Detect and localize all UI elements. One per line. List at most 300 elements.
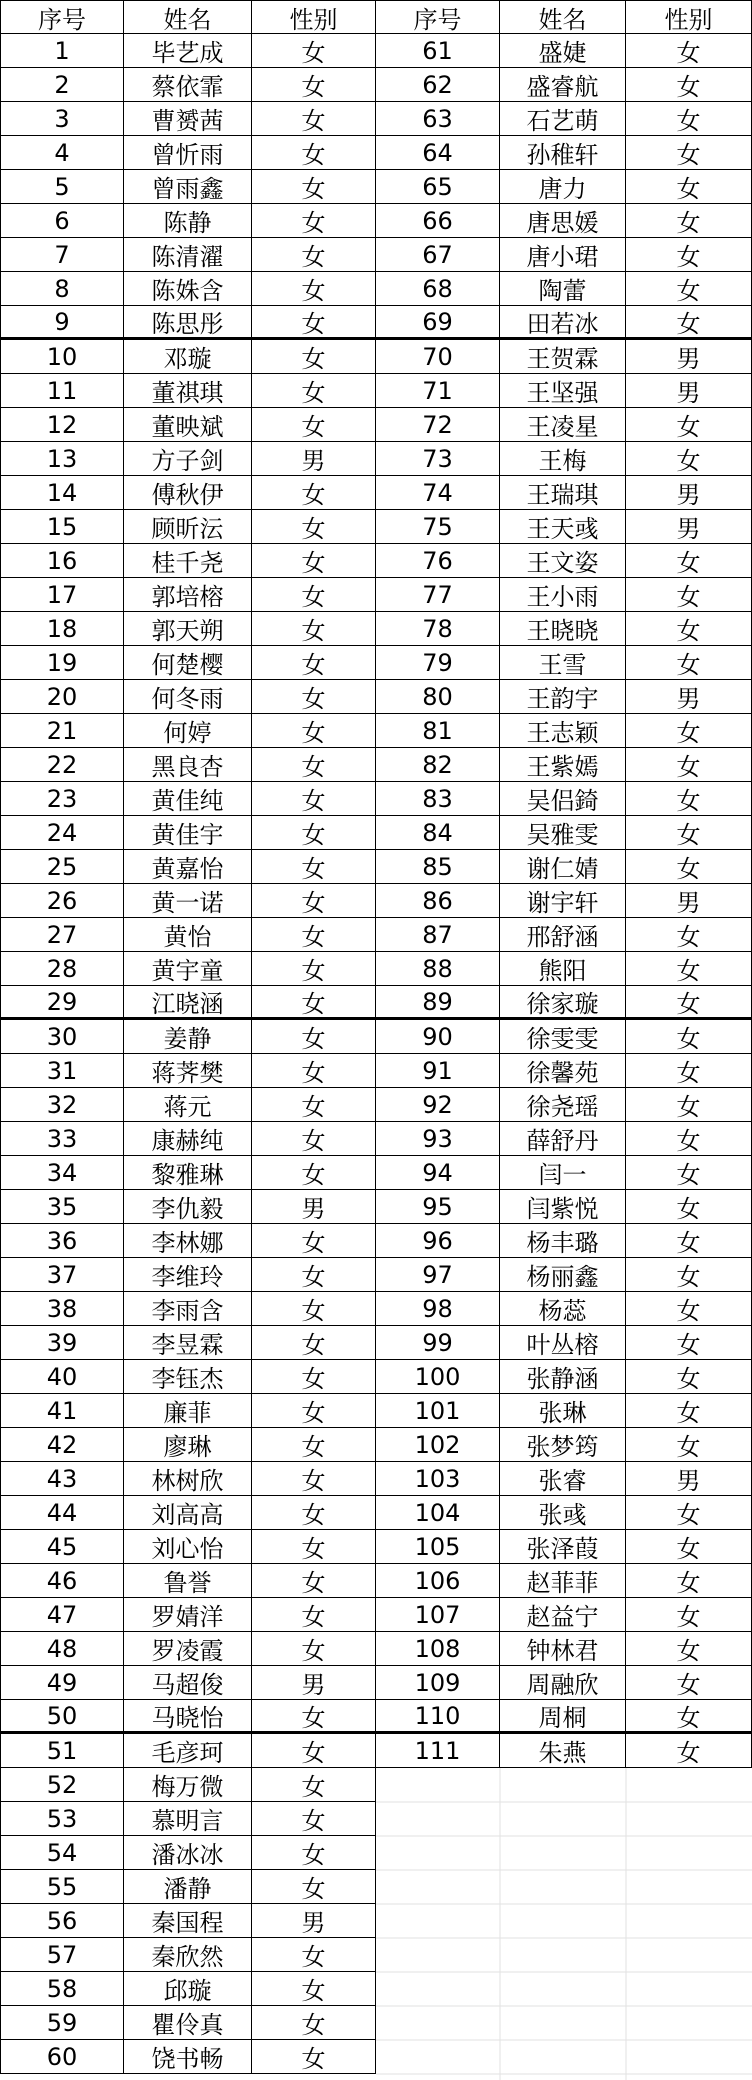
cell-name-2: 闫紫悦 [500, 1190, 626, 1224]
cell-gender-2: 男 [626, 884, 752, 918]
cell-name: 潘冰冰 [124, 1836, 252, 1870]
cell-gender: 女 [252, 1870, 376, 1904]
cell-seq-2: 107 [376, 1598, 500, 1632]
cell-seq: 56 [0, 1904, 124, 1938]
cell-seq-2: 77 [376, 578, 500, 612]
cell-seq: 8 [0, 272, 124, 306]
cell-seq: 9 [0, 306, 124, 340]
cell-name: 顾昕沄 [124, 510, 252, 544]
cell-name-2: 熊阳 [500, 952, 626, 986]
cell-gender: 女 [252, 782, 376, 816]
cell-name: 毛彦珂 [124, 1734, 252, 1768]
cell-gender-2: 女 [626, 306, 752, 340]
cell-name: 李维玲 [124, 1258, 252, 1292]
cell-name: 郭培榕 [124, 578, 252, 612]
cell-name-2: 唐思媛 [500, 204, 626, 238]
cell-gender: 女 [252, 1156, 376, 1190]
cell-gender: 男 [252, 1190, 376, 1224]
cell-name-2: 杨丽鑫 [500, 1258, 626, 1292]
cell-name-2: 王紫嫣 [500, 748, 626, 782]
cell-gender-2: 女 [626, 1190, 752, 1224]
cell-seq-2: 109 [376, 1666, 500, 1700]
cell-seq-2: 69 [376, 306, 500, 340]
cell-seq-2: 72 [376, 408, 500, 442]
cell-name: 刘高高 [124, 1496, 252, 1530]
cell-gender: 女 [252, 1428, 376, 1462]
cell-gender-2: 女 [626, 272, 752, 306]
cell-name-2: 徐家璇 [500, 986, 626, 1020]
cell-seq: 40 [0, 1360, 124, 1394]
cell-gender: 女 [252, 204, 376, 238]
cell-gender: 男 [252, 1904, 376, 1938]
cell-name-2: 朱燕 [500, 1734, 626, 1768]
cell-gender: 女 [252, 714, 376, 748]
cell-seq: 44 [0, 1496, 124, 1530]
cell-name: 秦欣然 [124, 1938, 252, 1972]
cell-gender-2: 女 [626, 170, 752, 204]
cell-name: 蒋荠樊 [124, 1054, 252, 1088]
cell-gender: 女 [252, 646, 376, 680]
cell-name: 梅万微 [124, 1768, 252, 1802]
cell-seq: 42 [0, 1428, 124, 1462]
cell-seq: 54 [0, 1836, 124, 1870]
cell-gender-2: 女 [626, 1122, 752, 1156]
cell-seq: 58 [0, 1972, 124, 2006]
cell-name-2: 徐尧瑶 [500, 1088, 626, 1122]
cell-gender-2: 女 [626, 1530, 752, 1564]
cell-seq-2: 82 [376, 748, 500, 782]
cell-seq: 14 [0, 476, 124, 510]
cell-seq: 50 [0, 1700, 124, 1734]
cell-gender-2: 女 [626, 1292, 752, 1326]
cell-gender-2: 女 [626, 1700, 752, 1734]
cell-gender: 男 [252, 442, 376, 476]
cell-name-2: 田若冰 [500, 306, 626, 340]
cell-seq: 31 [0, 1054, 124, 1088]
cell-gender-2: 男 [626, 340, 752, 374]
cell-seq-2: 64 [376, 136, 500, 170]
cell-gender-2: 女 [626, 1394, 752, 1428]
cell-gender: 女 [252, 1632, 376, 1666]
cell-gender-2: 女 [626, 952, 752, 986]
header-seq: 序号 [0, 0, 124, 34]
cell-seq-2: 85 [376, 850, 500, 884]
cell-name: 马超俊 [124, 1666, 252, 1700]
cell-gender: 女 [252, 136, 376, 170]
cell-name: 邱璇 [124, 1972, 252, 2006]
cell-gender: 女 [252, 884, 376, 918]
cell-seq-2: 95 [376, 1190, 500, 1224]
cell-name: 方子剑 [124, 442, 252, 476]
cell-seq-2: 73 [376, 442, 500, 476]
cell-gender: 女 [252, 238, 376, 272]
cell-name-2: 赵菲菲 [500, 1564, 626, 1598]
cell-name: 李钰杰 [124, 1360, 252, 1394]
cell-seq-2: 108 [376, 1632, 500, 1666]
cell-gender: 女 [252, 34, 376, 68]
cell-gender: 女 [252, 1802, 376, 1836]
cell-gender: 女 [252, 1564, 376, 1598]
cell-seq-2: 65 [376, 170, 500, 204]
cell-name-2: 王雪 [500, 646, 626, 680]
cell-gender-2: 女 [626, 1224, 752, 1258]
cell-seq: 43 [0, 1462, 124, 1496]
cell-name: 李雨含 [124, 1292, 252, 1326]
cell-name: 康赫纯 [124, 1122, 252, 1156]
header-gender: 性别 [252, 0, 376, 34]
cell-name: 邓璇 [124, 340, 252, 374]
cell-gender: 女 [252, 1020, 376, 1054]
cell-gender: 女 [252, 1496, 376, 1530]
cell-name-2: 王坚强 [500, 374, 626, 408]
cell-name: 陈清濯 [124, 238, 252, 272]
cell-name-2: 唐小珺 [500, 238, 626, 272]
cell-gender-2: 女 [626, 1734, 752, 1768]
cell-name: 黄怡 [124, 918, 252, 952]
cell-seq-2: 70 [376, 340, 500, 374]
cell-gender-2: 女 [626, 1666, 752, 1700]
cell-seq: 36 [0, 1224, 124, 1258]
cell-seq-2: 100 [376, 1360, 500, 1394]
cell-gender-2: 男 [626, 374, 752, 408]
cell-seq-2: 74 [376, 476, 500, 510]
cell-gender: 女 [252, 986, 376, 1020]
cell-name-2: 张琳 [500, 1394, 626, 1428]
cell-name-2: 闫一 [500, 1156, 626, 1190]
cell-gender-2: 女 [626, 408, 752, 442]
cell-seq-2: 71 [376, 374, 500, 408]
cell-gender-2: 男 [626, 1462, 752, 1496]
cell-seq-2: 89 [376, 986, 500, 1020]
cell-seq-2: 91 [376, 1054, 500, 1088]
cell-seq: 53 [0, 1802, 124, 1836]
cell-gender: 女 [252, 850, 376, 884]
cell-gender-2: 女 [626, 102, 752, 136]
cell-seq-2: 94 [376, 1156, 500, 1190]
cell-gender-2: 女 [626, 136, 752, 170]
cell-name-2: 谢仁婧 [500, 850, 626, 884]
cell-seq-2: 67 [376, 238, 500, 272]
cell-seq: 25 [0, 850, 124, 884]
cell-name: 李林娜 [124, 1224, 252, 1258]
cell-gender: 女 [252, 748, 376, 782]
cell-name-2: 王凌星 [500, 408, 626, 442]
cell-seq: 33 [0, 1122, 124, 1156]
cell-name-2: 徐雯雯 [500, 1020, 626, 1054]
cell-name-2: 王韵宇 [500, 680, 626, 714]
cell-gender: 女 [252, 340, 376, 374]
cell-name: 罗婧洋 [124, 1598, 252, 1632]
cell-name: 黎雅琳 [124, 1156, 252, 1190]
cell-name: 曾雨鑫 [124, 170, 252, 204]
cell-gender-2: 女 [626, 442, 752, 476]
cell-gender: 男 [252, 1666, 376, 1700]
cell-seq: 38 [0, 1292, 124, 1326]
cell-seq: 47 [0, 1598, 124, 1632]
cell-name: 林树欣 [124, 1462, 252, 1496]
cell-seq: 1 [0, 34, 124, 68]
cell-gender-2: 女 [626, 544, 752, 578]
cell-name: 姜静 [124, 1020, 252, 1054]
cell-gender: 女 [252, 1768, 376, 1802]
cell-name-2: 杨丰璐 [500, 1224, 626, 1258]
cell-gender: 女 [252, 306, 376, 340]
cell-gender: 女 [252, 612, 376, 646]
cell-gender: 女 [252, 1122, 376, 1156]
cell-gender: 女 [252, 476, 376, 510]
cell-gender: 女 [252, 1292, 376, 1326]
cell-name: 陈静 [124, 204, 252, 238]
cell-name-2: 张泽葭 [500, 1530, 626, 1564]
cell-name-2: 盛婕 [500, 34, 626, 68]
cell-seq: 46 [0, 1564, 124, 1598]
cell-seq: 18 [0, 612, 124, 646]
cell-seq-2: 111 [376, 1734, 500, 1768]
cell-gender-2: 女 [626, 714, 752, 748]
cell-seq: 26 [0, 884, 124, 918]
cell-seq-2: 66 [376, 204, 500, 238]
cell-gender: 女 [252, 170, 376, 204]
cell-gender: 女 [252, 408, 376, 442]
cell-name-2: 王梅 [500, 442, 626, 476]
cell-seq-2: 106 [376, 1564, 500, 1598]
cell-name-2: 邢舒涵 [500, 918, 626, 952]
cell-seq-2: 76 [376, 544, 500, 578]
header-seq-2: 序号 [376, 0, 500, 34]
cell-seq: 29 [0, 986, 124, 1020]
cell-name: 何楚樱 [124, 646, 252, 680]
cell-name: 郭天朔 [124, 612, 252, 646]
cell-name-2: 王小雨 [500, 578, 626, 612]
cell-seq: 35 [0, 1190, 124, 1224]
cell-seq: 30 [0, 1020, 124, 1054]
cell-seq-2: 98 [376, 1292, 500, 1326]
cell-name: 黑良杏 [124, 748, 252, 782]
cell-gender-2: 女 [626, 1564, 752, 1598]
cell-gender: 女 [252, 1972, 376, 2006]
cell-seq-2: 61 [376, 34, 500, 68]
cell-seq-2: 105 [376, 1530, 500, 1564]
cell-name-2: 张梦筠 [500, 1428, 626, 1462]
cell-seq-2: 93 [376, 1122, 500, 1156]
cell-name-2: 张睿 [500, 1462, 626, 1496]
cell-seq: 52 [0, 1768, 124, 1802]
cell-name: 桂千尧 [124, 544, 252, 578]
cell-name: 秦国程 [124, 1904, 252, 1938]
cell-gender: 女 [252, 374, 376, 408]
cell-seq-2: 84 [376, 816, 500, 850]
cell-name: 饶书畅 [124, 2040, 252, 2074]
cell-gender-2: 女 [626, 918, 752, 952]
cell-seq: 55 [0, 1870, 124, 1904]
cell-gender: 女 [252, 102, 376, 136]
cell-seq: 3 [0, 102, 124, 136]
cell-seq-2: 96 [376, 1224, 500, 1258]
cell-name: 黄嘉怡 [124, 850, 252, 884]
cell-name-2: 张彧 [500, 1496, 626, 1530]
cell-seq: 39 [0, 1326, 124, 1360]
cell-name-2: 薛舒丹 [500, 1122, 626, 1156]
cell-seq: 57 [0, 1938, 124, 1972]
cell-seq: 19 [0, 646, 124, 680]
cell-seq: 17 [0, 578, 124, 612]
cell-gender-2: 女 [626, 238, 752, 272]
cell-seq-2: 62 [376, 68, 500, 102]
cell-name-2: 王瑞琪 [500, 476, 626, 510]
cell-gender-2: 女 [626, 850, 752, 884]
cell-gender-2: 女 [626, 1088, 752, 1122]
cell-gender-2: 女 [626, 1156, 752, 1190]
cell-name-2: 王贺霖 [500, 340, 626, 374]
cell-gender: 女 [252, 544, 376, 578]
cell-name: 鲁誉 [124, 1564, 252, 1598]
cell-gender: 女 [252, 1088, 376, 1122]
cell-seq-2: 110 [376, 1700, 500, 1734]
cell-name-2: 唐力 [500, 170, 626, 204]
cell-name-2: 张静涵 [500, 1360, 626, 1394]
cell-gender: 女 [252, 680, 376, 714]
cell-seq-2: 90 [376, 1020, 500, 1054]
cell-gender-2: 男 [626, 680, 752, 714]
cell-name-2: 谢宇轩 [500, 884, 626, 918]
cell-gender: 女 [252, 1224, 376, 1258]
cell-seq-2: 92 [376, 1088, 500, 1122]
cell-name: 毕艺成 [124, 34, 252, 68]
cell-name-2: 盛睿航 [500, 68, 626, 102]
cell-name: 傅秋伊 [124, 476, 252, 510]
cell-gender: 女 [252, 1394, 376, 1428]
cell-seq-2: 103 [376, 1462, 500, 1496]
cell-seq-2: 86 [376, 884, 500, 918]
cell-seq: 7 [0, 238, 124, 272]
cell-seq-2: 63 [376, 102, 500, 136]
cell-seq: 45 [0, 1530, 124, 1564]
cell-seq: 41 [0, 1394, 124, 1428]
cell-gender-2: 女 [626, 1598, 752, 1632]
cell-seq-2: 101 [376, 1394, 500, 1428]
cell-seq: 27 [0, 918, 124, 952]
cell-name-2: 吴雅雯 [500, 816, 626, 850]
cell-name-2: 王天彧 [500, 510, 626, 544]
cell-name: 陈思彤 [124, 306, 252, 340]
cell-gender-2: 女 [626, 1326, 752, 1360]
cell-name: 廉菲 [124, 1394, 252, 1428]
cell-gender-2: 男 [626, 476, 752, 510]
cell-gender: 女 [252, 1360, 376, 1394]
cell-seq: 51 [0, 1734, 124, 1768]
cell-gender: 女 [252, 2006, 376, 2040]
cell-seq: 49 [0, 1666, 124, 1700]
cell-name: 黄佳宇 [124, 816, 252, 850]
cell-name-2: 周融欣 [500, 1666, 626, 1700]
cell-gender: 女 [252, 952, 376, 986]
cell-gender: 女 [252, 1462, 376, 1496]
cell-name-2: 钟林君 [500, 1632, 626, 1666]
cell-name: 马晓怡 [124, 1700, 252, 1734]
cell-name: 何冬雨 [124, 680, 252, 714]
cell-gender-2: 女 [626, 1258, 752, 1292]
cell-name: 黄佳纯 [124, 782, 252, 816]
cell-seq: 32 [0, 1088, 124, 1122]
cell-gender-2: 女 [626, 1428, 752, 1462]
cell-seq-2: 104 [376, 1496, 500, 1530]
cell-name: 李昱霖 [124, 1326, 252, 1360]
cell-gender-2: 女 [626, 1054, 752, 1088]
cell-seq-2: 88 [376, 952, 500, 986]
cell-name: 潘静 [124, 1870, 252, 1904]
cell-seq: 15 [0, 510, 124, 544]
cell-seq: 23 [0, 782, 124, 816]
cell-name: 罗凌霞 [124, 1632, 252, 1666]
cell-seq: 59 [0, 2006, 124, 2040]
cell-gender-2: 女 [626, 646, 752, 680]
cell-seq: 20 [0, 680, 124, 714]
cell-gender: 女 [252, 68, 376, 102]
cell-seq-2: 87 [376, 918, 500, 952]
cell-name: 何婷 [124, 714, 252, 748]
cell-name: 刘心怡 [124, 1530, 252, 1564]
cell-seq: 6 [0, 204, 124, 238]
cell-seq: 37 [0, 1258, 124, 1292]
cell-gender: 女 [252, 1530, 376, 1564]
cell-name: 曹赟茜 [124, 102, 252, 136]
cell-gender-2: 女 [626, 782, 752, 816]
cell-name: 廖琳 [124, 1428, 252, 1462]
cell-gender-2: 女 [626, 578, 752, 612]
cell-name: 董祺琪 [124, 374, 252, 408]
cell-name: 李仇毅 [124, 1190, 252, 1224]
cell-seq-2: 81 [376, 714, 500, 748]
cell-name: 陈姝含 [124, 272, 252, 306]
cell-gender: 女 [252, 2040, 376, 2074]
cell-gender: 女 [252, 1734, 376, 1768]
cell-seq: 24 [0, 816, 124, 850]
cell-name: 蒋元 [124, 1088, 252, 1122]
cell-gender: 女 [252, 272, 376, 306]
header-gender-2: 性别 [626, 0, 752, 34]
cell-name: 瞿伶真 [124, 2006, 252, 2040]
cell-gender-2: 女 [626, 204, 752, 238]
cell-gender: 女 [252, 1054, 376, 1088]
cell-seq: 60 [0, 2040, 124, 2074]
cell-seq: 21 [0, 714, 124, 748]
cell-seq-2: 78 [376, 612, 500, 646]
cell-seq-2: 97 [376, 1258, 500, 1292]
cell-seq: 13 [0, 442, 124, 476]
cell-seq: 12 [0, 408, 124, 442]
cell-gender-2: 女 [626, 34, 752, 68]
cell-name: 江晓涵 [124, 986, 252, 1020]
cell-seq: 22 [0, 748, 124, 782]
cell-gender: 女 [252, 1598, 376, 1632]
cell-gender-2: 女 [626, 1496, 752, 1530]
cell-name-2: 周桐 [500, 1700, 626, 1734]
cell-gender-2: 女 [626, 1360, 752, 1394]
cell-gender: 女 [252, 918, 376, 952]
cell-gender-2: 女 [626, 748, 752, 782]
cell-name-2: 石艺萌 [500, 102, 626, 136]
cell-name: 曾忻雨 [124, 136, 252, 170]
cell-seq: 34 [0, 1156, 124, 1190]
cell-gender: 女 [252, 1836, 376, 1870]
cell-seq-2: 83 [376, 782, 500, 816]
cell-name-2: 叶丛榕 [500, 1326, 626, 1360]
cell-seq: 10 [0, 340, 124, 374]
cell-gender: 女 [252, 1258, 376, 1292]
cell-name: 黄一诺 [124, 884, 252, 918]
cell-name-2: 陶蕾 [500, 272, 626, 306]
cell-gender: 女 [252, 1700, 376, 1734]
